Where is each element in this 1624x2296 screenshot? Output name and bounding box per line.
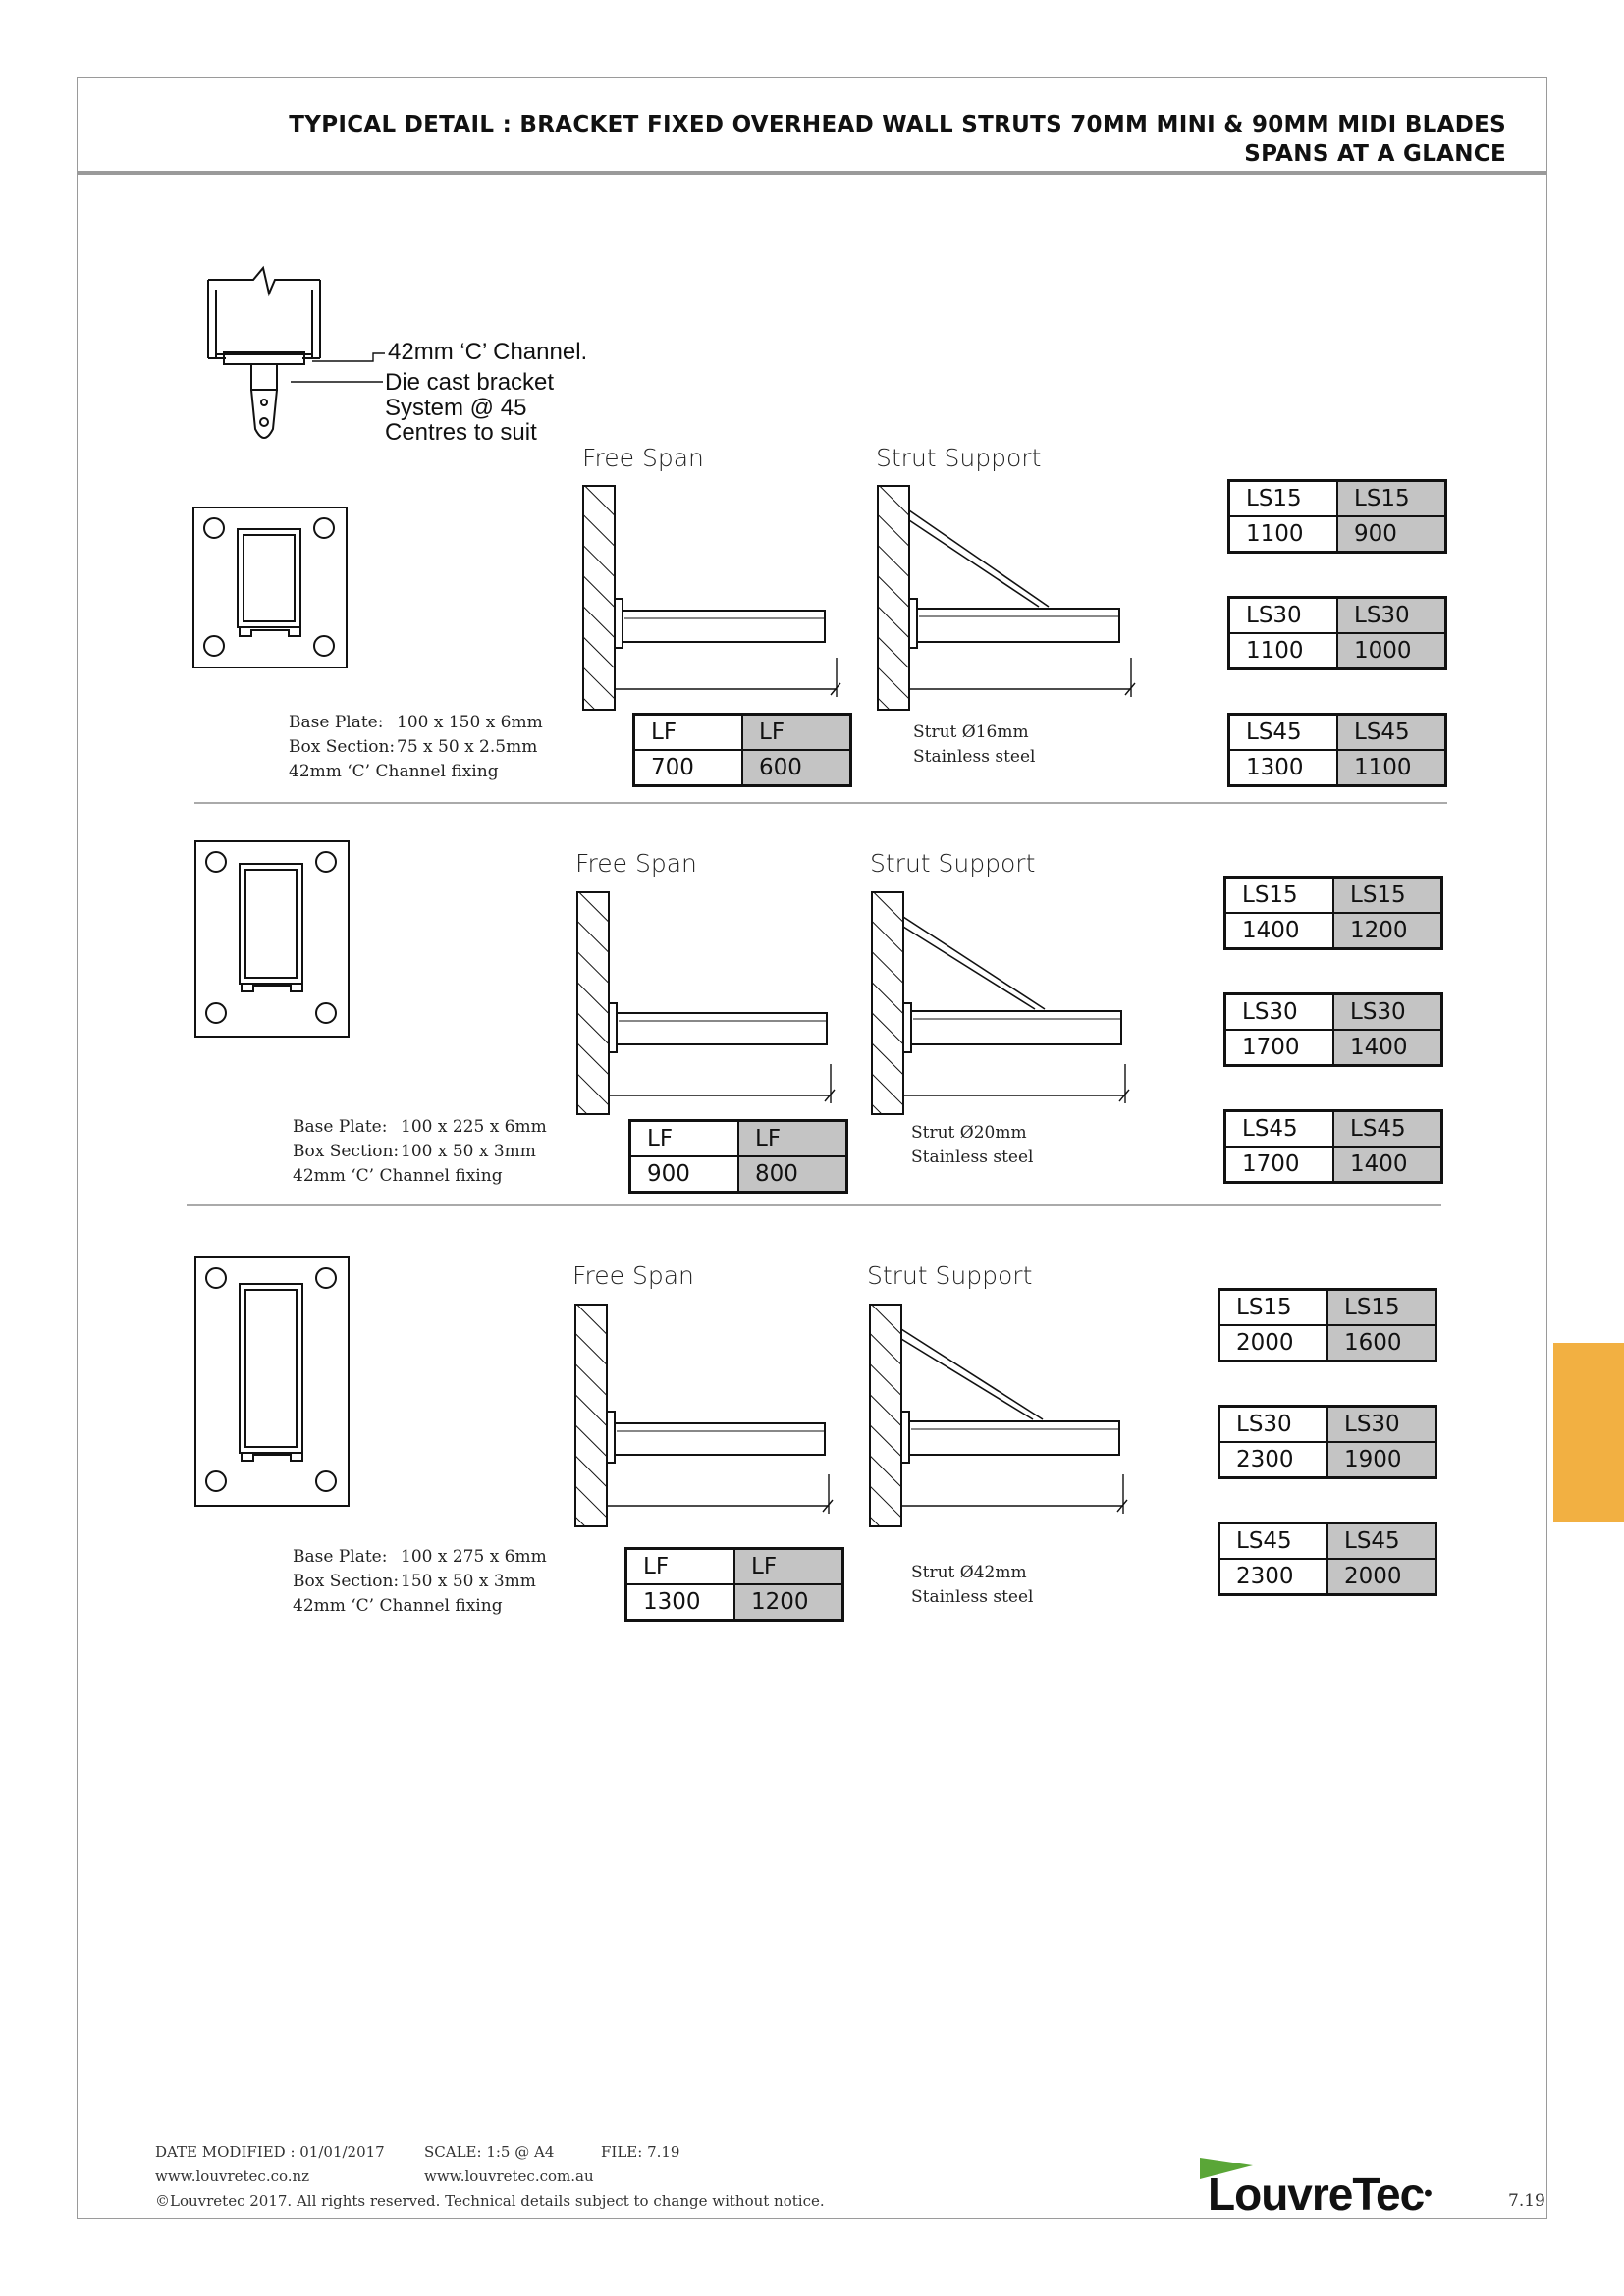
fixing-note: 42mm ‘C’ Channel fixing [293,1596,503,1616]
strut-material: Stainless steel [911,1587,1034,1607]
ls-value: 2300 [1219,1442,1328,1478]
strut-support-caption-3: Strut Support [867,1261,1033,1290]
lf-header: LF [626,1549,735,1585]
system-label: System @ 45 [385,395,527,421]
base-plate-label: Base Plate: [293,1547,388,1567]
ls-value: 1200 [1333,913,1442,949]
box-section-value: 150 x 50 x 3mm [401,1572,536,1591]
strut-size: Strut Ø20mm [911,1123,1027,1143]
footer-copyright: ©Louvretec 2017. All rights reserved. Technical details subject to change without notice. [155,2192,825,2210]
lf-value: 1300 [626,1584,735,1621]
lf-header: LF [734,1549,843,1585]
strut-material: Stainless steel [913,747,1036,767]
page-number: 7.19 [1508,2191,1545,2211]
ls-header: LS45 [1327,1523,1436,1560]
strut-support-drawing-2 [868,887,1133,1123]
ls-header: LS45 [1333,1111,1442,1148]
ls-header: LS15 [1333,878,1442,914]
ls-value: 1700 [1225,1030,1334,1066]
ls-header: LS30 [1229,598,1338,634]
ls-header: LS45 [1229,715,1338,751]
section-divider [194,802,1447,804]
spec-notes-2 [293,1115,547,1189]
strut-material: Stainless steel [911,1148,1034,1167]
footer-file: FILE: 7.19 [601,2143,680,2161]
logo-text [1208,2169,1432,2218]
ls-value: 900 [1337,516,1446,553]
ls45-table-2 [1223,1109,1443,1184]
ls-header: LS30 [1333,994,1442,1031]
logo-dot: • [1424,2180,1432,2207]
ls-value: 1300 [1229,750,1338,786]
ls30-table-2 [1223,992,1443,1067]
ls-value: 2000 [1327,1559,1436,1595]
ls-value: 1400 [1225,913,1334,949]
free-span-drawing-2 [573,887,839,1123]
strut-support-drawing-1 [874,481,1139,717]
ls-value: 2000 [1219,1325,1328,1362]
base-plate-value: 100 x 150 x 6mm [397,713,543,732]
strut-support-drawing-3 [866,1300,1131,1535]
ls-value: 1600 [1327,1325,1436,1362]
lf-value: 700 [634,750,743,786]
base-plate-drawing-2 [194,840,350,1039]
footer-date: DATE MODIFIED : 01/01/2017 [155,2143,385,2161]
ls45-table-1 [1227,713,1447,787]
ls-header: LS45 [1337,715,1446,751]
ls-header: LS30 [1219,1407,1328,1443]
fixing-note: 42mm ‘C’ Channel fixing [293,1166,503,1186]
lf-header: LF [738,1121,847,1157]
title-line-1: TYPICAL DETAIL : BRACKET FIXED OVERHEAD WALL STRUTS 70MM MINI & 90MM MIDI BLADES [289,112,1506,137]
ls15-table-2 [1223,876,1443,950]
lf-value: 600 [742,750,851,786]
base-plate-label: Base Plate: [289,713,384,732]
logo-wordmark: LouvreTec [1208,2168,1425,2219]
lf-header: LF [630,1121,739,1157]
box-section-value: 100 x 50 x 3mm [401,1142,536,1161]
strut-size: Strut Ø42mm [911,1563,1027,1582]
box-section-label: Box Section: [293,1572,400,1591]
fixing-note: 42mm ‘C’ Channel fixing [289,762,499,781]
title-line-2: SPANS AT A GLANCE [1244,141,1506,167]
box-section-label: Box Section: [293,1142,400,1161]
ls-header: LS45 [1225,1111,1334,1148]
lf-table-3 [624,1547,844,1622]
footer-url-au[interactable]: www.louvretec.com.au [424,2167,594,2185]
channel-label: 42mm ‘C’ Channel. [388,339,588,365]
ls15-table-1 [1227,479,1447,554]
footer-scale: SCALE: 1:5 @ A4 [424,2143,555,2161]
ls-header: LS30 [1337,598,1446,634]
lf-value: 800 [738,1156,847,1193]
ls-value: 1400 [1333,1030,1442,1066]
free-span-drawing-3 [571,1300,837,1535]
ls-value: 1100 [1229,516,1338,553]
free-span-caption-1: Free Span [582,444,704,472]
base-plate-value: 100 x 275 x 6mm [401,1547,547,1567]
ls-header: LS15 [1337,481,1446,517]
louvretec-logo [1198,2156,1453,2218]
ls-value: 1000 [1337,633,1446,669]
title-rule [77,171,1547,175]
ls-header: LS30 [1225,994,1334,1031]
section-tab [1553,1343,1624,1522]
base-plate-drawing-1 [192,507,348,669]
ls45-table-3 [1218,1522,1437,1596]
base-plate-value: 100 x 225 x 6mm [401,1117,547,1137]
ls-header: LS15 [1327,1290,1436,1326]
lf-value: 1200 [734,1584,843,1621]
ls-header: LS45 [1219,1523,1328,1560]
strut-size: Strut Ø16mm [913,722,1029,742]
free-span-caption-3: Free Span [572,1261,694,1290]
bracket-detail-drawing [196,260,412,456]
ls-value: 1900 [1327,1442,1436,1478]
ls-value: 1100 [1229,633,1338,669]
strut-support-caption-2: Strut Support [870,849,1036,878]
lf-header: LF [742,715,851,751]
strut-note-1 [913,721,1035,770]
ls-value: 1400 [1333,1147,1442,1183]
ls30-table-3 [1218,1405,1437,1479]
ls-value: 2300 [1219,1559,1328,1595]
lf-value: 900 [630,1156,739,1193]
strut-note-2 [911,1121,1033,1170]
free-span-drawing-1 [579,481,844,717]
page-title [289,110,1506,169]
spec-notes-1 [289,711,543,784]
section-divider [187,1204,1441,1206]
lf-table-1 [632,713,852,787]
ls30-table-1 [1227,596,1447,670]
base-plate-label: Base Plate: [293,1117,388,1137]
box-section-value: 75 x 50 x 2.5mm [397,737,538,757]
ls-header: LS15 [1225,878,1334,914]
strut-note-3 [911,1561,1033,1610]
ls15-table-3 [1218,1288,1437,1362]
bracket-label: Die cast bracket [385,369,555,396]
lf-table-2 [628,1119,848,1194]
strut-support-caption-1: Strut Support [876,444,1042,472]
lf-header: LF [634,715,743,751]
ls-value: 1700 [1225,1147,1334,1183]
ls-header: LS15 [1219,1290,1328,1326]
ls-value: 1100 [1337,750,1446,786]
ls-header: LS30 [1327,1407,1436,1443]
footer-url-nz[interactable]: www.louvretec.co.nz [155,2167,310,2185]
free-span-caption-2: Free Span [575,849,697,878]
spec-notes-3 [293,1545,547,1619]
base-plate-drawing-3 [194,1256,350,1508]
box-section-label: Box Section: [289,737,396,757]
ls-header: LS15 [1229,481,1338,517]
centres-label: Centres to suit [385,419,537,446]
